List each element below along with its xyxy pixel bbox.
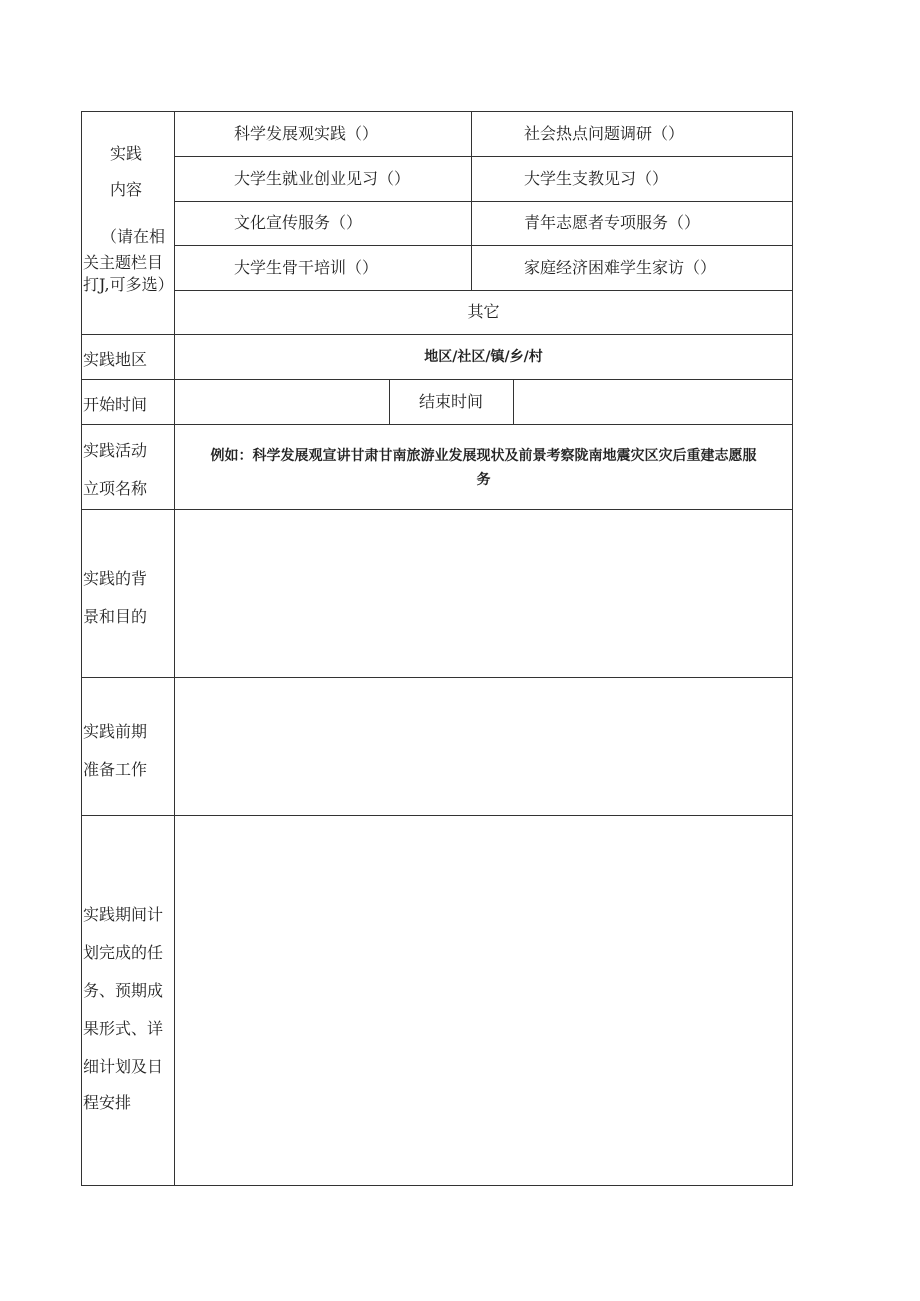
region-label: 实践地区: [83, 350, 148, 369]
row-divider: [81, 334, 793, 335]
plan-label: 果形式、详: [83, 1019, 164, 1038]
preparation-label: 准备工作: [83, 760, 148, 779]
plan-label: 细计划及日: [83, 1057, 164, 1076]
row-divider: [81, 677, 793, 678]
option-employment-internship[interactable]: 大学生就业创业见习（）: [234, 169, 411, 188]
time-divider-2: [513, 379, 514, 424]
row-divider: [81, 509, 793, 510]
row-divider: [81, 424, 793, 425]
option-backbone-training[interactable]: 大学生骨干培训（）: [234, 258, 379, 277]
start-time-label: 开始时间: [83, 395, 148, 414]
end-time-field[interactable]: [518, 392, 788, 416]
plan-label: 实践期间计: [83, 905, 164, 924]
project-name-example[interactable]: 例如：科学发展观宣讲甘肃甘南旅游业发展现状及前景考察陇南地震灾区灾后重建志愿服: [210, 448, 757, 464]
selection-note: （请在相: [101, 227, 166, 246]
start-time-field[interactable]: [180, 392, 385, 416]
project-name-label: 实践活动: [83, 441, 148, 460]
project-name-example: 务: [476, 472, 491, 488]
option-culture-promotion[interactable]: 文化宣传服务（）: [234, 213, 363, 232]
row-divider: [81, 815, 793, 816]
practice-content-label: 内容: [110, 180, 143, 199]
option-teaching-internship[interactable]: 大学生支教见习（）: [524, 169, 669, 188]
preparation-field[interactable]: [180, 683, 788, 809]
background-label: 景和目的: [83, 607, 148, 626]
option-home-visit[interactable]: 家庭经济困难学生家访（）: [524, 258, 717, 277]
region-field[interactable]: 地区/社区/镇/乡/村: [424, 349, 543, 365]
selection-note: 打J,可多选）: [83, 275, 174, 294]
option-science-development[interactable]: 科学发展观实践（）: [234, 124, 379, 143]
row-divider: [174, 245, 793, 246]
background-label: 实践的背: [83, 569, 148, 588]
label-column-divider: [174, 111, 175, 1186]
preparation-label: 实践前期: [83, 722, 148, 741]
row-divider: [174, 201, 793, 202]
project-name-label: 立项名称: [83, 479, 148, 498]
plan-label: 划完成的任: [83, 943, 164, 962]
selection-note: 关主题栏目: [83, 253, 164, 272]
option-social-hotspot[interactable]: 社会热点问题调研（）: [524, 124, 685, 143]
row-divider: [174, 290, 793, 291]
plan-field[interactable]: [180, 821, 788, 1181]
plan-label: 程安排: [83, 1093, 132, 1112]
background-field[interactable]: [180, 515, 788, 671]
plan-label: 务、预期成: [83, 981, 164, 1000]
row-divider: [81, 379, 793, 380]
practice-content-label: 实践: [110, 144, 143, 163]
option-other[interactable]: 其它: [467, 302, 500, 321]
row-divider: [174, 156, 793, 157]
end-time-label: 结束时间: [418, 392, 483, 411]
option-volunteer-service[interactable]: 青年志愿者专项服务（）: [524, 213, 701, 232]
